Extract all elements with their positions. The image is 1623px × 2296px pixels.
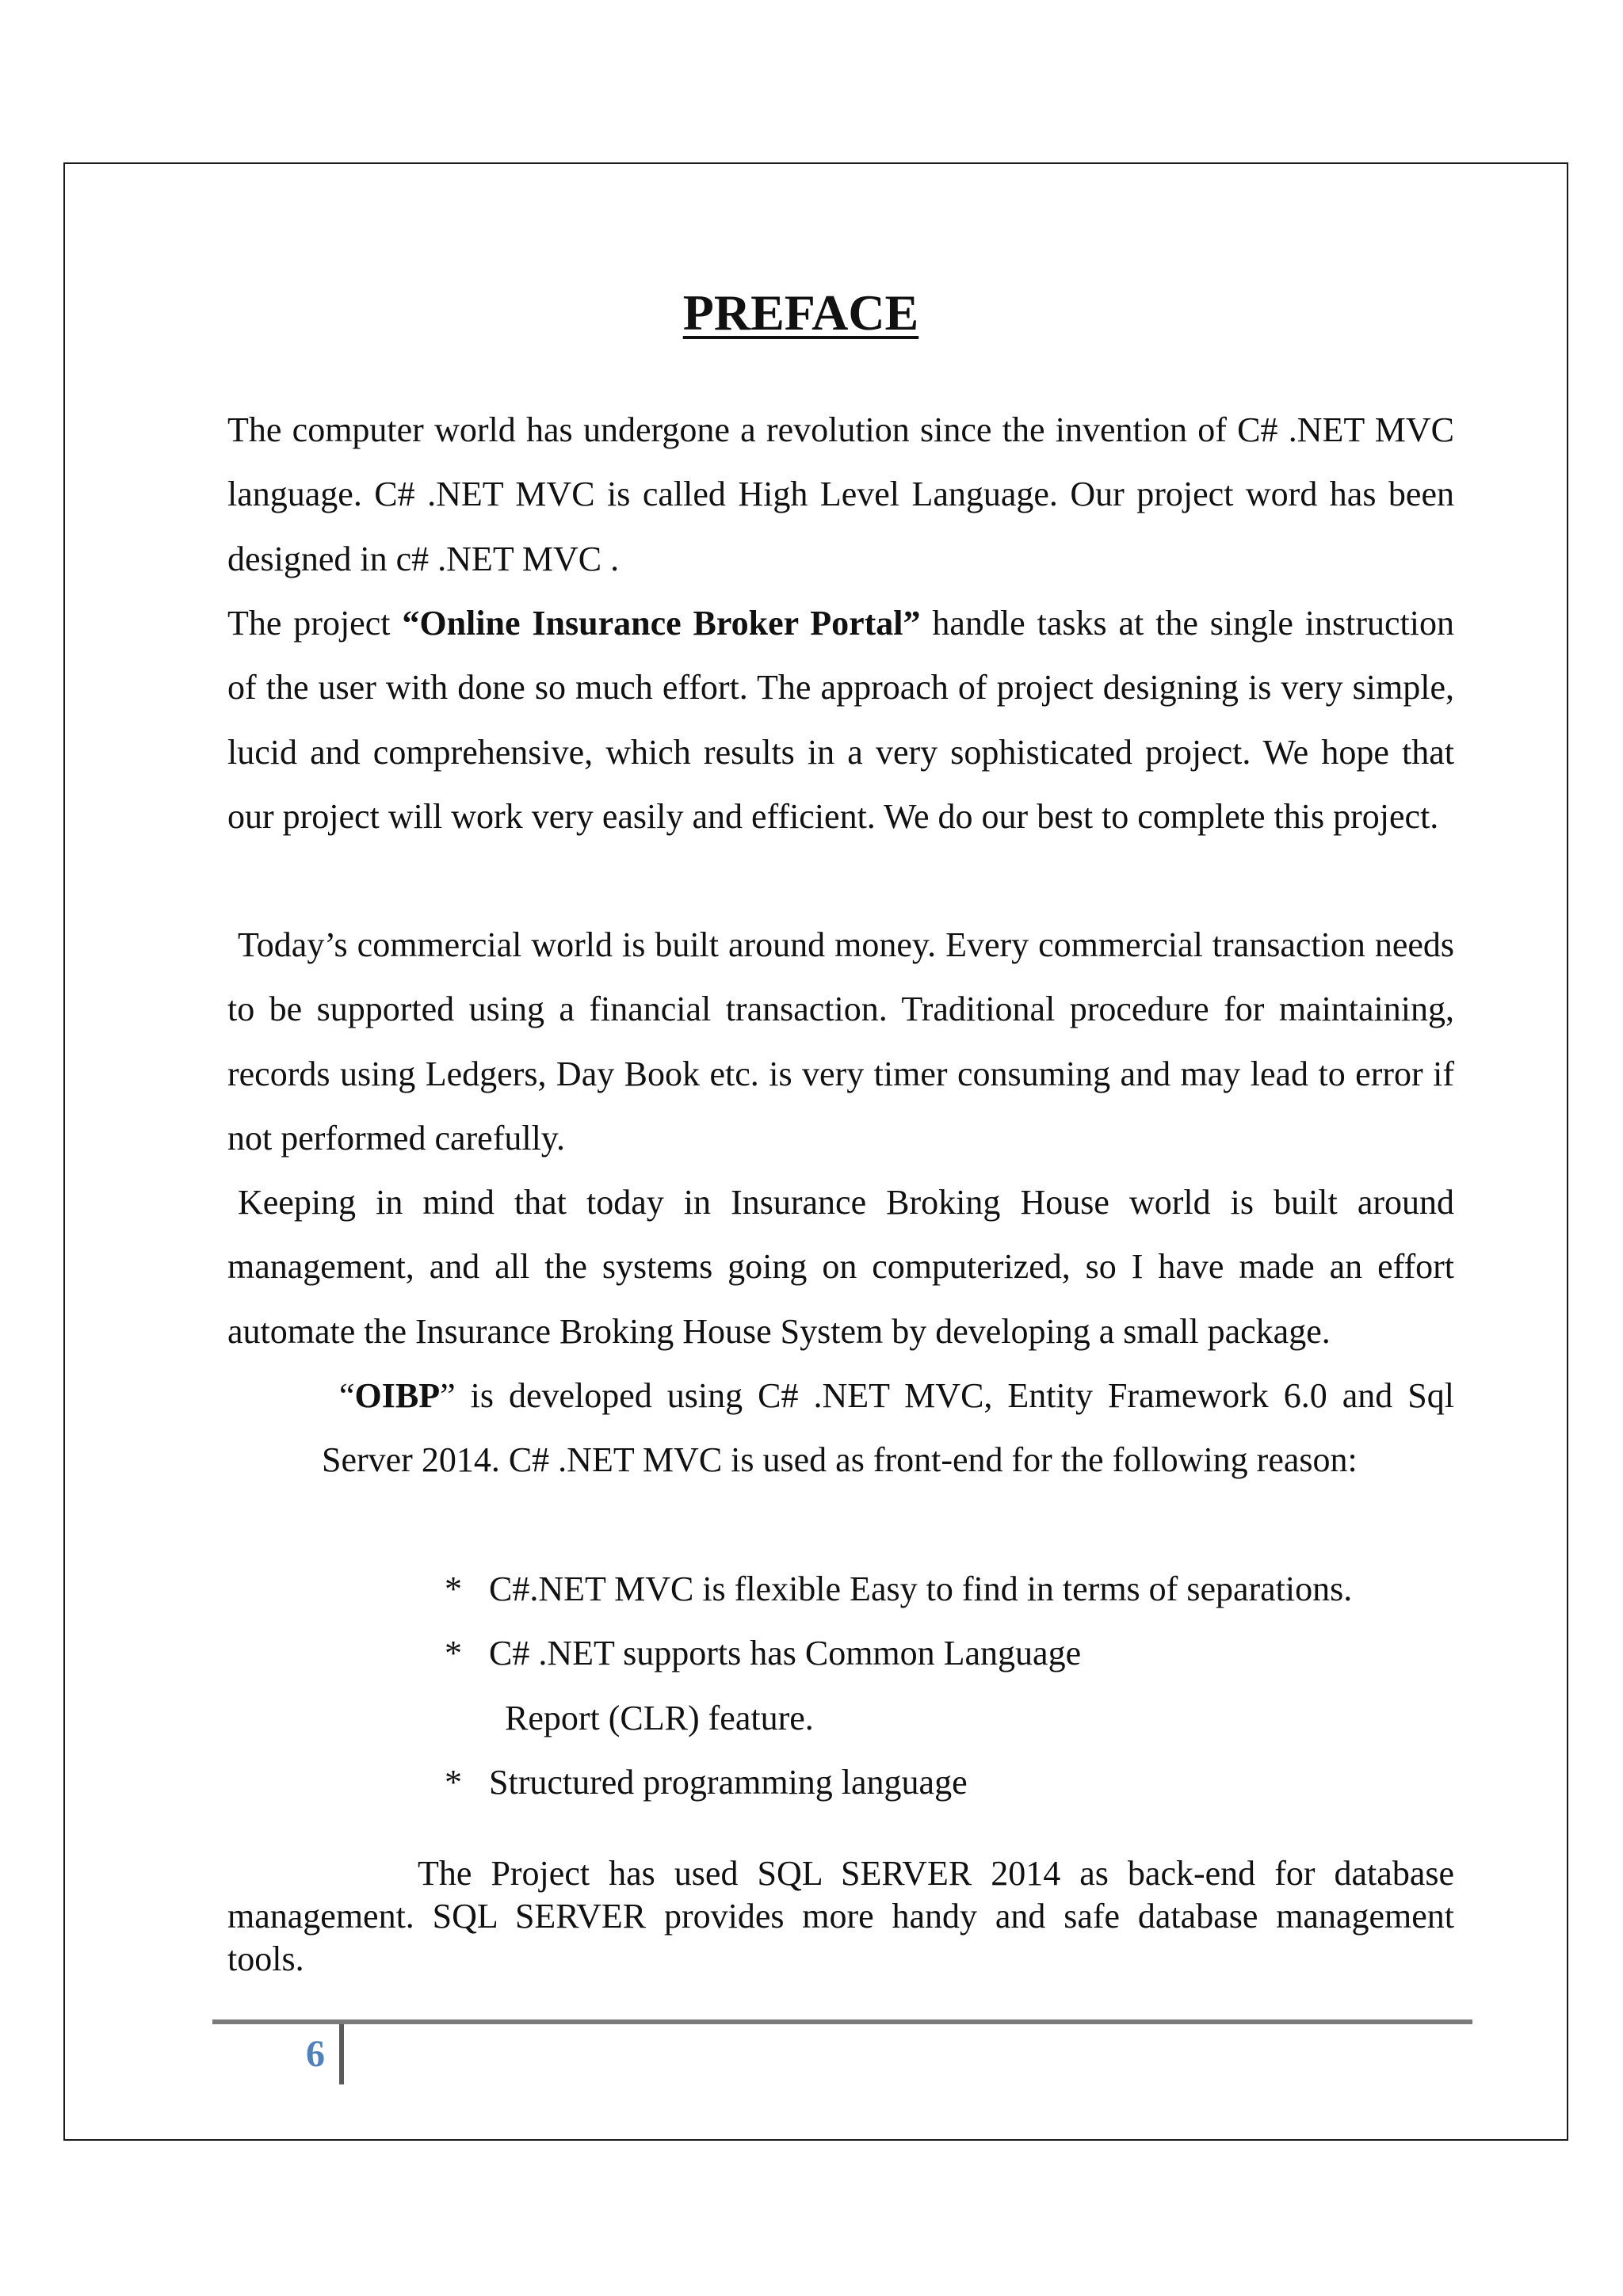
oibp-acronym: OIBP bbox=[354, 1376, 441, 1415]
paragraph-backend bbox=[227, 1852, 1454, 1981]
paragraph-backend-first: The Project has used SQL SERVER 2014 as back-end for database bbox=[418, 1854, 1454, 1893]
list-item bbox=[440, 1750, 1470, 1814]
bullet-marker: * bbox=[445, 1634, 462, 1673]
bullet-marker: * bbox=[445, 1762, 462, 1802]
list-item-continuation: Report (CLR) feature. bbox=[505, 1698, 814, 1737]
page-title: PREFACE bbox=[682, 284, 919, 341]
page-number: 6 bbox=[306, 2033, 325, 2075]
paragraph-project-lead: The project bbox=[227, 604, 403, 643]
reason-list bbox=[440, 1557, 1470, 1814]
footer-rule bbox=[212, 2019, 1472, 2024]
paragraph-motivation: Keeping in mind that today in Insurance Broking House world is built around management, and all the systems going on computerized, so I have made an effort automate the Insurance Broking House System by developing a small package. bbox=[227, 1183, 1454, 1351]
oibp-open-quote: “ bbox=[339, 1376, 355, 1415]
paragraph-intro: The computer world has undergone a revolution since the invention of C# .NET MVC language. C# .NET MVC is called High Level Language. Our project word has been designed in c# .NET MVC . bbox=[227, 410, 1454, 578]
page-number-divider bbox=[339, 2024, 344, 2084]
paragraph-project-rest: handle tasks at the single instruction of the user with done so much effort. The approach of project designing is very simple, lucid and comprehensive, which results in a very sophisticated project. We hope that our project will work very easily and efficient. We do our best to complete this project. bbox=[227, 604, 1454, 836]
list-item-text: C# .NET supports has Common Language bbox=[489, 1634, 1082, 1673]
list-item-text: C#.NET MVC is flexible Easy to find in terms of separations. bbox=[489, 1569, 1353, 1608]
bullet-marker: * bbox=[445, 1569, 462, 1608]
paragraph-oibp-rest: ” is developed using C# .NET MVC, Entity Framework 6.0 and Sql Server 2014. C# .NET MVC is used as front-end for the following reason: bbox=[322, 1376, 1454, 1480]
paragraph-commercial: Today’s commercial world is built around money. Every commercial transaction needs to be supported using a financial transaction. Traditional procedure for maintaining, records using Ledgers, Day Book etc. is very timer consuming and may lead to error if not performed carefully. bbox=[227, 925, 1454, 1158]
paragraph-backend-rest: management. SQL SERVER provides more handy and safe database management tools. bbox=[227, 1897, 1454, 1978]
project-name: “Online Insurance Broker Portal” bbox=[402, 604, 921, 643]
paragraph-oibp bbox=[322, 1363, 1454, 1493]
list-item bbox=[440, 1621, 1470, 1750]
list-item-text: Structured programming language bbox=[489, 1762, 968, 1802]
paragraph-project bbox=[227, 591, 1454, 849]
list-item bbox=[440, 1557, 1470, 1621]
